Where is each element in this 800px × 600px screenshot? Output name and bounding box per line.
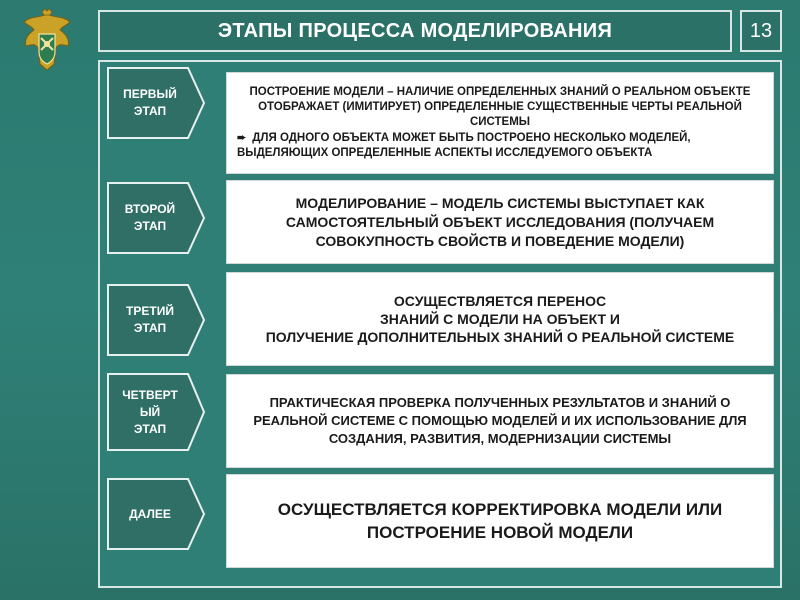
page-number: 13 [740, 10, 782, 52]
stage-arrow-fourth [106, 372, 206, 452]
first-main-text: ПОСТРОЕНИЕ МОДЕЛИ – НАЛИЧИЕ ОПРЕДЕЛЕННЫХ ЗНАНИЙ О РЕАЛЬНОМ ОБЪЕКТЕ ОТОБРАЖАЕТ (ИМИТИРУЕТ) ОПРЕДЕЛЕННЫЕ СУЩЕСТВЕННЫЕ ЧЕРТЫ РЕАЛЬНОЙ СИСТЕМЫ [249, 86, 751, 128]
eagle-emblem-icon [18, 8, 76, 74]
first-bullet-item [237, 131, 763, 161]
stage-label-next: ДАЛЕЕ [129, 506, 171, 521]
stage-description-first [226, 72, 774, 174]
second-text: МОДЕЛИРОВАНИЕ – МОДЕЛЬ СИСТЕМЫ ВЫСТУПАЕТ КАК САМОСТОЯТЕЛЬНЫЙ ОБЪЕКТ ИССЛЕДОВАНИЯ (ПОЛУЧАЕМ СОВОКУПНОСТЬ СВОЙСТВ И ПОВЕДЕНИЕ МОДЕЛИ) [285, 194, 715, 249]
stage-label-second: ВТОРОЙ ЭТАП [124, 202, 176, 233]
fourth-text: ПРАКТИЧЕСКАЯ ПРОВЕРКА ПОЛУЧЕННЫХ РЕЗУЛЬТАТОВ И ЗНАНИЙ О РЕАЛЬНОЙ СИСТЕМЕ С ПОМОЩЬЮ МОДЕЛЕЙ И ИХ ИСПОЛЬЗОВАНИЕ ДЛЯ СОЗДАНИЯ, РАЗВИТИЯ, МОДЕРНИЗАЦИИ СИСТЕМЫ [253, 395, 747, 446]
page-title: ЭТАПЫ ПРОЦЕССА МОДЕЛИРОВАНИЯ [98, 10, 732, 52]
stage-arrow-first [106, 66, 206, 140]
stage-description-second [226, 180, 774, 264]
third-line-1: ОСУЩЕСТВЛЯЕТСЯ ПЕРЕНОС [393, 293, 607, 309]
third-line-3: ПОЛУЧЕНИЕ ДОПОЛНИТЕЛЬНЫХ ЗНАНИЙ О РЕАЛЬНОЙ СИСТЕМЕ [265, 329, 735, 345]
stage-label-first: ПЕРВЫЙ ЭТАП [123, 87, 177, 118]
stage-description-third [226, 272, 774, 366]
first-bullet-text: ДЛЯ ОДНОГО ОБЪЕКТА МОЖЕТ БЫТЬ ПОСТРОЕНО НЕСКОЛЬКО МОДЕЛЕЙ, ВЫДЕЛЯЮЩИХ ОПРЕДЕЛЕННЫЕ АСПЕКТЫ ИССЛЕДУЕМОГО ОБЪЕКТА [237, 132, 691, 159]
third-line-2: ЗНАНИЙ С МОДЕЛИ НА ОБЪЕКТ И [379, 311, 620, 327]
stage-description-fourth [226, 374, 774, 468]
stage-arrow-second [106, 181, 206, 255]
stage-arrow-third [106, 283, 206, 357]
next-text: ОСУЩЕСТВЛЯЕТСЯ КОРРЕКТИРОВКА МОДЕЛИ ИЛИ ПОСТРОЕНИЕ НОВОЙ МОДЕЛИ [277, 500, 723, 542]
arrow-bullet-icon: ➨ [237, 132, 247, 144]
stage-arrow-next [106, 477, 206, 551]
stage-label-third: ТРЕТИЙ ЭТАП [126, 304, 174, 335]
stage-label-fourth: ЧЕТВЕРТ ЫЙ ЭТАП [122, 387, 178, 436]
stage-description-next [226, 474, 774, 568]
